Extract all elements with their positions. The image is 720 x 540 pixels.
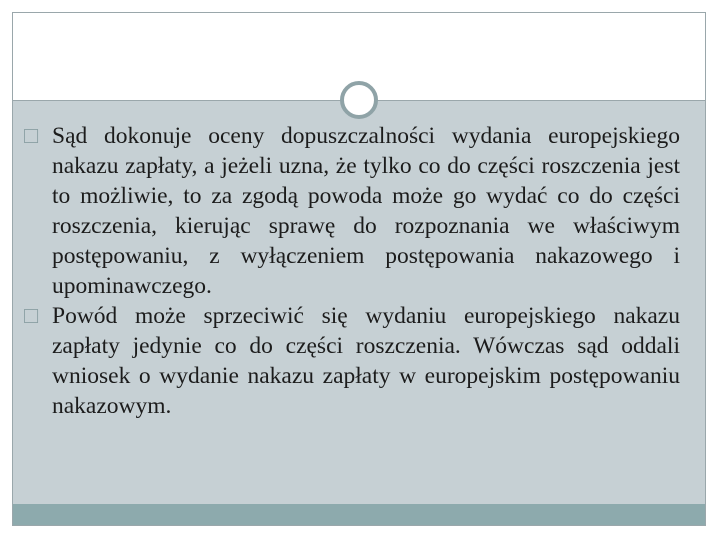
bullet-square-icon: □ [24, 303, 39, 329]
paragraph-text: Sąd dokonuje oceny dopuszczalności wydania europejskiego nakazu zapłaty, a jeżeli uzna, że tylko co do części roszczenia jest to możliwie, to za zgodą powoda może go wydać co do części roszczenia, kierując sprawę do rozpoznania we właściwym postępowaniu, z wyłączeniem postępowania nakazowego i upominawczego. [52, 123, 680, 299]
circle-ornament-icon [340, 81, 378, 119]
bullet-paragraph-1 [24, 121, 680, 301]
bullet-square-icon: □ [24, 123, 39, 149]
paragraph-text: Powód może sprzeciwić się wydaniu europejskiego nakazu zapłaty jedynie co do części roszczenia. Wówczas sąd oddali wniosek o wydanie nakazu zapłaty w europejskim postępowaniu nakazowym. [52, 303, 680, 419]
body-text [24, 121, 680, 421]
bullet-paragraph-2 [24, 301, 680, 421]
